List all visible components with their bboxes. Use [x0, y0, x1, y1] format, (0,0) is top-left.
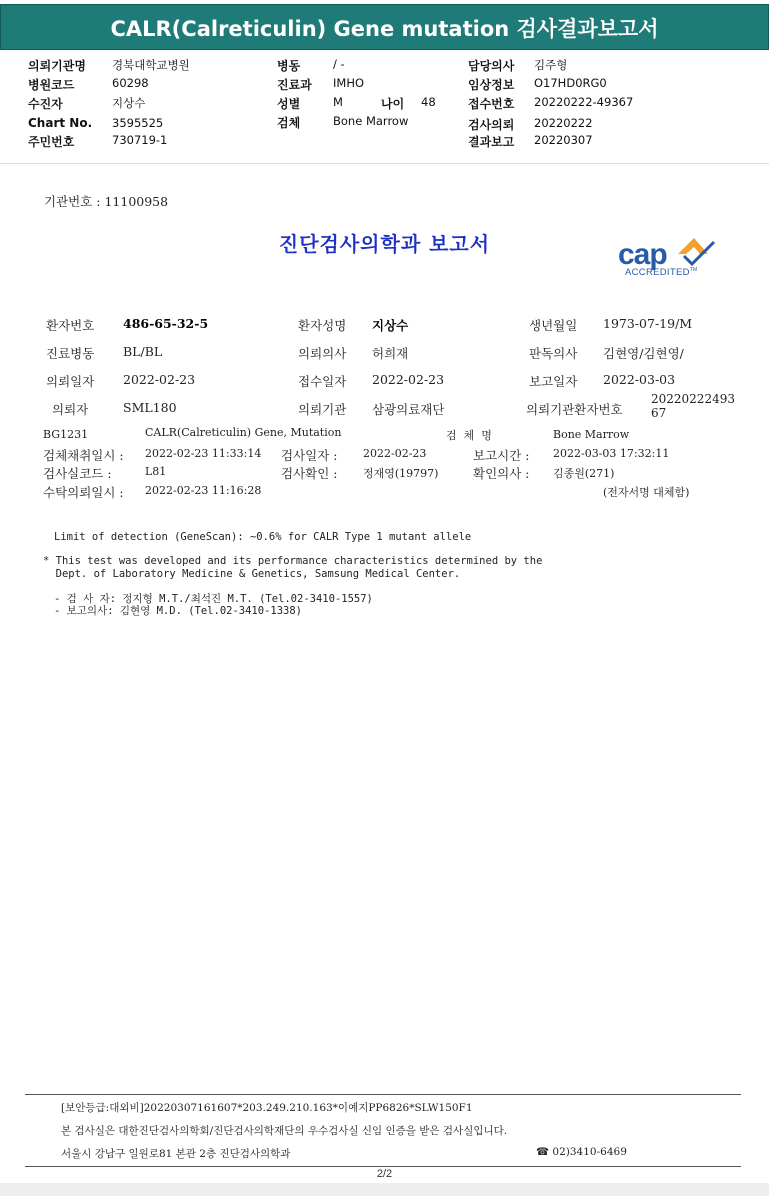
value-consign-time: 2022-02-23 11:16:28	[145, 484, 262, 497]
security-line: [보안등급:대외비]20220307161607*203.249.210.163*이예지PP6826*SLW150F1	[61, 1102, 473, 1114]
value-org-patient-no-wrap: 67	[651, 406, 667, 420]
label-report-time: 보고시간 :	[473, 448, 530, 463]
value-reading-doctor: 김현영/김현영/	[603, 346, 684, 361]
reporter-note: - 보고의사: 김현영 M.D. (Tel.02-3410-1338)	[54, 605, 303, 617]
label-patient-name: 환자성명	[298, 318, 347, 333]
label-birthdate: 생년월일	[529, 318, 578, 333]
label-chart-no: Chart No.	[28, 116, 93, 130]
value-receipt-no: 20220222-49367	[534, 95, 634, 109]
label-resident-no: 주민번호	[28, 135, 75, 149]
phone-line	[536, 1146, 627, 1158]
value-result-report: 20220307	[534, 133, 593, 147]
label-department: 진료과	[277, 78, 312, 92]
label-receipt-date: 접수일자	[298, 374, 347, 389]
limit-of-detection-note: Limit of detection (GeneScan): ~0.6% for CALR Type 1 mutant allele	[54, 531, 472, 543]
label-specimen: 검체	[277, 116, 301, 130]
label-consign-time: 수탁의뢰일시 :	[43, 485, 124, 500]
label-lab-code: 검사실코드 :	[43, 466, 112, 481]
label-attending-doctor: 담당의사	[468, 59, 515, 73]
value-test-date: 2022-02-23	[363, 447, 427, 460]
value-specimen: Bone Marrow	[333, 114, 409, 128]
label-age: 나이	[381, 97, 405, 111]
label-hospital-code: 병원코드	[28, 78, 75, 92]
electronic-signature-note: (전자서명 대체함)	[603, 486, 690, 499]
value-age: 48	[421, 95, 436, 109]
certification-line: 본 검사실은 대한진단검사의학회/진단검사의학재단의 우수검사실 신임 인증을 받은 검사실입니다.	[61, 1125, 508, 1137]
page-bottom-strip	[0, 1183, 769, 1196]
address-line: 서울시 강남구 일원로81 본관 2층 진단검사의학과	[61, 1148, 291, 1160]
label-receipt-no: 접수번호	[468, 97, 515, 111]
value-patient-id: 486-65-32-5	[123, 316, 209, 331]
cap-logo-text: cap	[618, 238, 667, 271]
footer	[25, 1094, 741, 1167]
label-patient-id: 환자번호	[46, 318, 95, 333]
label-sex: 성별	[277, 97, 301, 111]
value-ward: / -	[333, 57, 345, 71]
label-test-date: 검사일자 :	[281, 448, 338, 463]
label-patient: 수진자	[28, 97, 63, 111]
value-test-confirm: 정재영(19797)	[363, 467, 439, 480]
value-requesting-institution: 경북대학교병원	[112, 58, 190, 72]
label-reading-doctor: 판독의사	[529, 346, 578, 361]
value-receipt-date: 2022-02-23	[372, 372, 445, 387]
value-specimen-name: Bone Marrow	[553, 428, 630, 441]
label-confirming-doctor: 확인의사 :	[473, 466, 530, 481]
page-number: 2/2	[376, 1168, 393, 1180]
label-report-date: 보고일자	[529, 374, 578, 389]
page-title: CALR(Calreticulin) Gene mutation 검사결과보고서	[110, 17, 659, 41]
value-request-date: 2022-02-23	[123, 372, 196, 387]
value-referring-doctor: 허희재	[372, 346, 409, 361]
value-resident-no: 730719-1	[112, 133, 168, 147]
value-birthdate: 1973-07-19/M	[603, 316, 693, 331]
value-test-request: 20220222	[534, 116, 593, 130]
test-name: CALR(Calreticulin) Gene, Mutation	[145, 426, 342, 439]
label-request-date: 의뢰일자	[46, 374, 95, 389]
value-collection-time: 2022-02-23 11:33:14	[145, 447, 262, 460]
label-clinic-ward: 진료병동	[46, 346, 95, 361]
development-note-line1: * This test was developed and its performance characteristics determined by the	[43, 555, 543, 567]
value-report-date: 2022-03-03	[603, 372, 676, 387]
label-requesting-org: 의뢰기관	[298, 402, 347, 417]
value-clinical-info: O17HD0RG0	[534, 76, 607, 90]
cap-accredited-text: ACCREDITED	[625, 267, 690, 278]
header-divider	[0, 163, 769, 164]
label-result-report: 결과보고	[468, 135, 515, 149]
label-specimen-name: 검 체 명	[446, 429, 492, 442]
value-confirming-doctor: 김종원(271)	[553, 467, 615, 480]
value-hospital-code: 60298	[112, 76, 149, 90]
label-collection-time: 검체채취일시 :	[43, 448, 124, 463]
cap-accredited-logo	[616, 236, 720, 280]
development-note-line2: Dept. of Laboratory Medicine & Genetics, Samsung Medical Center.	[43, 568, 461, 580]
label-ward: 병동	[277, 59, 301, 73]
value-report-time: 2022-03-03 17:32:11	[553, 447, 670, 460]
label-referring-doctor: 의뢰의사	[298, 346, 347, 361]
tester-note: - 검 사 자: 정지형 M.T./최석진 M.T. (Tel.02-3410-1557)	[54, 593, 373, 605]
label-requesting-institution: 의뢰기관명	[28, 59, 86, 73]
title-bar	[0, 4, 769, 50]
label-requester: 의뢰자	[52, 402, 89, 417]
value-clinic-ward: BL/BL	[123, 344, 163, 359]
label-clinical-info: 임상정보	[468, 78, 515, 92]
value-org-patient-no: 20220222493	[651, 392, 735, 406]
label-org-patient-no: 의뢰기관환자번호	[526, 402, 623, 417]
value-patient: 지상수	[112, 96, 146, 110]
value-requesting-org: 삼광의료재단	[372, 402, 445, 417]
value-chart-no: 3595525	[112, 116, 164, 130]
phone-icon: ☎	[536, 1146, 553, 1158]
label-test-request: 검사의뢰	[468, 118, 515, 132]
label-test-confirm: 검사확인 :	[281, 466, 338, 481]
cap-trademark: TM	[690, 267, 698, 273]
value-requester: SML180	[123, 400, 177, 415]
value-attending-doctor: 김주형	[534, 58, 568, 72]
report-title: 진단검사의학과 보고서	[278, 232, 491, 256]
value-lab-code: L81	[145, 465, 167, 478]
phone-number: 02)3410-6469	[552, 1146, 627, 1158]
value-sex: M	[333, 95, 343, 109]
value-department: IMHO	[333, 76, 365, 90]
value-patient-name: 지상수	[372, 318, 409, 333]
institution-number: 기관번호 : 11100958	[44, 194, 169, 209]
test-code: BG1231	[43, 428, 89, 441]
